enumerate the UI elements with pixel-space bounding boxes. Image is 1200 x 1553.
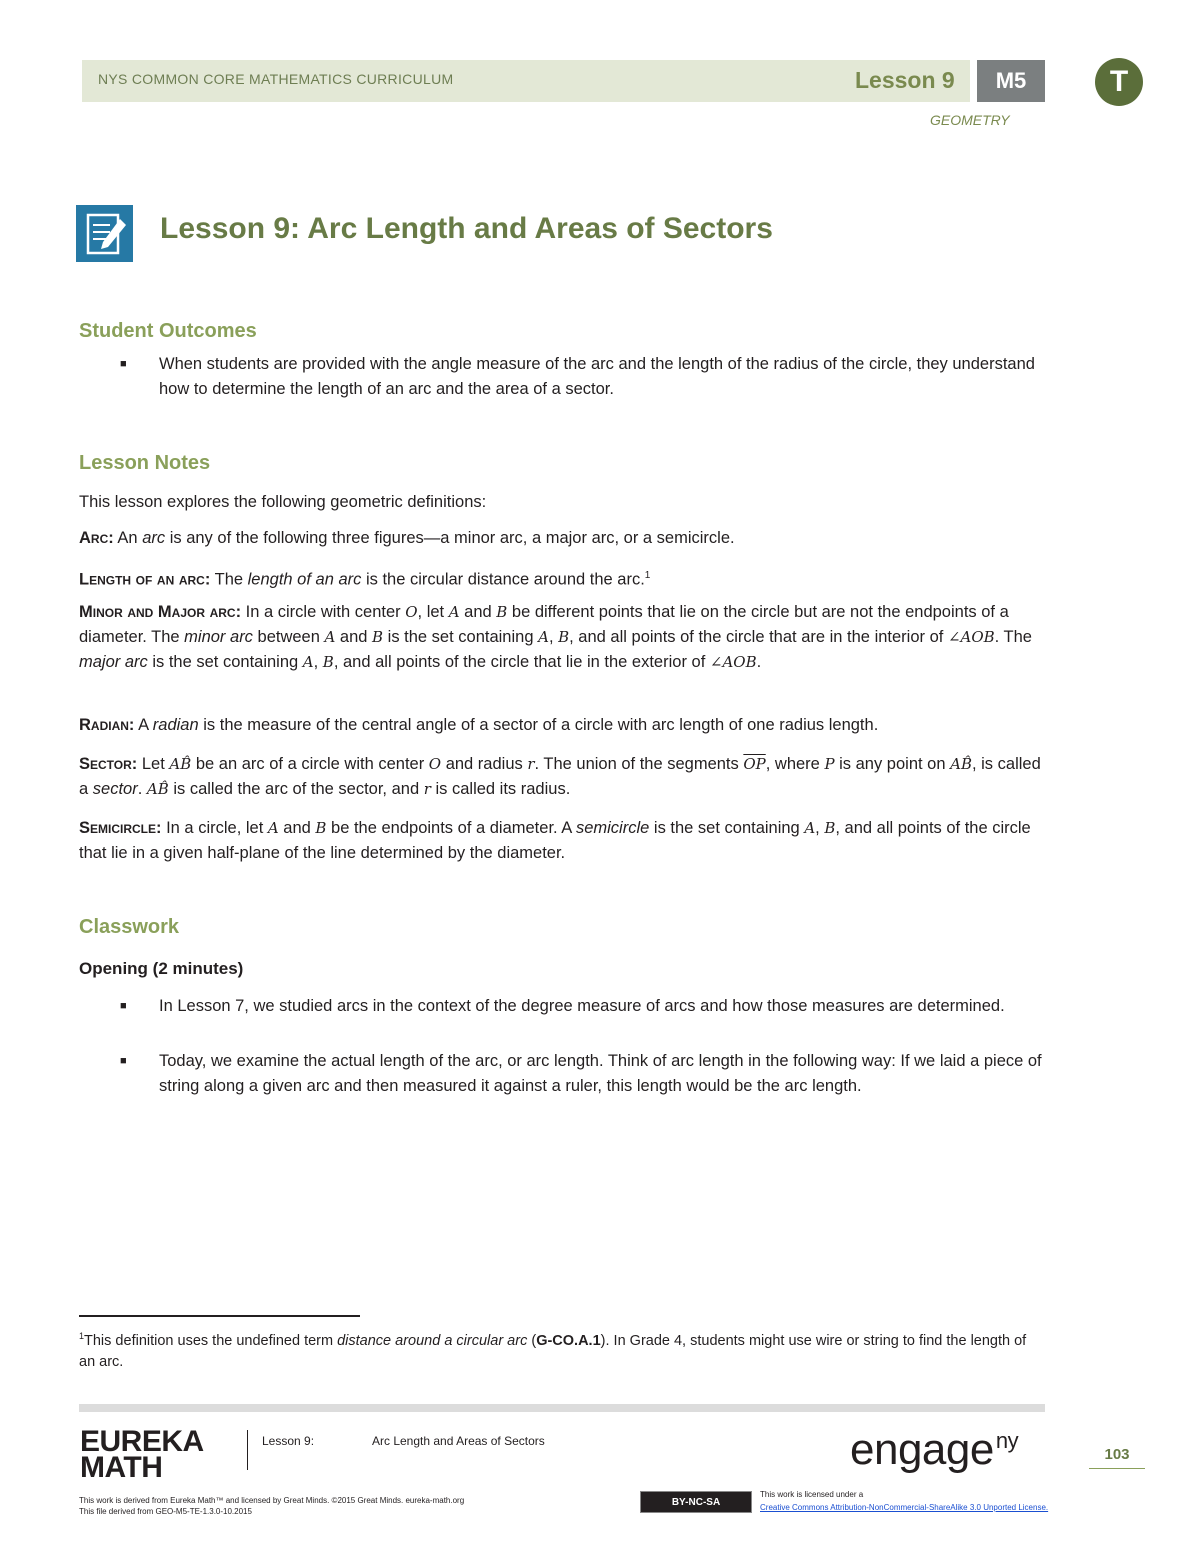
derived-notice: This work is derived from Eureka Math™ and licensed by Great Minds. ©2015 Great Minds. eureka-math.org [79, 1496, 465, 1505]
module-badge: M5 [977, 60, 1045, 102]
definition-radian: Radian: A radian is the measure of the central angle of a sector of a circle with arc length of one radius length. [79, 716, 879, 734]
footnote-term: distance around a circular arc [337, 1332, 528, 1349]
definition-arc: Arc: An arc is any of the following three figures—a minor arc, a major arc, or a semicircle. [79, 529, 735, 547]
opening-heading: Opening (2 minutes) [79, 959, 244, 978]
subject-label: GEOMETRY [930, 112, 1010, 128]
file-notice: This file derived from GEO-M5-TE-1.3.0-10.2015 [79, 1507, 252, 1516]
student-outcomes-heading: Student Outcomes [79, 320, 257, 342]
eureka-math-logo: EUREKA MATH [80, 1425, 204, 1484]
outcome-text: When students are provided with the angle measure of the arc and the length of the radius of the circle, they understand how to determine the length of an arc and the area of a sector. [159, 355, 1035, 398]
page-number-rule [1089, 1468, 1145, 1469]
lesson-notes-intro: This lesson explores the following geometric definitions: [79, 493, 487, 511]
license-link[interactable]: Creative Commons Attribution-NonCommercial-ShareAlike 3.0 Unported License. [760, 1503, 1049, 1512]
page-title: Lesson 9: Arc Length and Areas of Sectors [160, 212, 773, 245]
definition-semicircle: Semicircle: In a circle, let A and B be the endpoints of a diameter. A semicircle is the set containing A, B, and all points of the circle that lie in a given half-plane of the line determined by the diameter. [79, 819, 1031, 862]
footnote-standard: G-CO.A.1 [536, 1332, 601, 1349]
footer-lesson-label: Lesson 9: [262, 1434, 315, 1448]
term-semicircle: Semicircle: [79, 819, 162, 837]
bullet-icon: ■ [120, 1055, 127, 1067]
footnote-mark: 1 [79, 1331, 85, 1341]
lesson-notes-heading: Lesson Notes [79, 452, 211, 474]
engageny-logo: engage$^{ny}$ [850, 1425, 1019, 1474]
footnote: $^1$This definition uses the undefined term distance around a circular arc (G-CO.A.1). In Grade 4, students might use wire or string to find the length of an arc. [79, 1331, 1027, 1370]
term-length: Length of an arc: [79, 570, 211, 589]
cc-license-badge[interactable]: BY-NC-SA [640, 1491, 752, 1513]
page-number: 103 [1104, 1446, 1130, 1463]
lesson-notebook-icon [76, 205, 133, 262]
license-notice: This work is licensed under a [760, 1490, 864, 1499]
definition-minor-major-arc: Minor and Major arc: In a circle with center O, let A and B be different points that lie on the circle but are not the endpoints of a diameter. The minor arc between A and B is the set containing A, B, and all points of the circle that are in the interior of ∠AOB. The major arc is the set containing A, B, and all points of the circle that lie in the exterior of ∠AOB. [79, 603, 1032, 671]
teacher-badge-letter: T [1109, 65, 1129, 98]
footer-bar [79, 1404, 1045, 1412]
term-radian: Radian: [79, 716, 135, 734]
bullet-icon: ■ [120, 1000, 127, 1012]
footnote-rule [79, 1315, 360, 1317]
classwork-heading: Classwork [79, 916, 180, 938]
bullet-icon: ■ [120, 358, 127, 370]
curriculum-label: NYS COMMON CORE MATHEMATICS CURRICULUM [98, 71, 454, 87]
definition-sector: Sector: Let AB̂ be an arc of a circle with center O and radius r. The union of the segments $\overline{OP}$, where P is any point on AB̂, is called a sector. AB̂ is called the arc of the sector, and r is called its radius. [79, 755, 1041, 798]
classwork-bullet-2: Today, we examine the actual length of the arc, or arc length. Think of arc length in the following way: If we laid a piece of string along a given arc and then measured it against a ruler, this length would be the arc length. [159, 1052, 1042, 1095]
footer-divider [247, 1430, 248, 1470]
term-minor-major: Minor and Major arc: [79, 603, 242, 621]
lesson-number: Lesson 9 [855, 67, 955, 93]
classwork-bullet-1: In Lesson 7, we studied arcs in the context of the degree measure of arcs and how those measures are determined. [159, 997, 1005, 1015]
footer-lesson-title: Arc Length and Areas of Sectors [372, 1434, 545, 1448]
definition-length-of-arc: Length of an arc: The length of an arc is the circular distance around the arc.$^1$ [79, 570, 651, 589]
teacher-badge [1095, 58, 1143, 106]
term-sector: Sector: [79, 755, 138, 773]
term-arc: Arc: [79, 529, 114, 547]
